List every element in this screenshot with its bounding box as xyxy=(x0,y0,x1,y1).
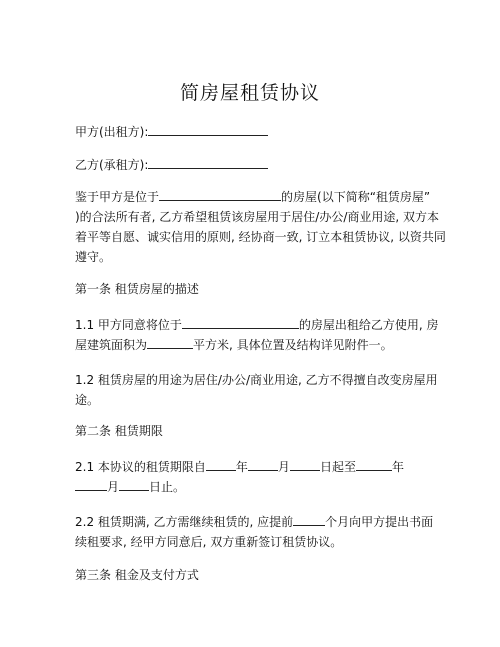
preamble-line-3: 着平等自愿、诚实信用的原则, 经协商一致, 订立本租赁协议, 以资共同 xyxy=(75,230,446,244)
party-b-line xyxy=(75,155,435,175)
article-3-heading: 第三条 租金及支付方式 xyxy=(75,568,199,582)
clause-1-1-line-2 xyxy=(75,335,435,355)
clause-1-1-line-1 xyxy=(75,315,439,335)
clause-text: 的房屋出租给乙方使用, 房 xyxy=(298,318,439,332)
article-2-heading: 第二条 租赁期限 xyxy=(75,424,163,438)
party-b-blank xyxy=(148,155,268,169)
start-month-blank xyxy=(248,457,278,471)
clause-text: 月 xyxy=(107,480,120,494)
clause-2-2-line-1 xyxy=(75,512,435,532)
notice-months-blank xyxy=(293,512,325,526)
clause-text: 屋建筑面积为 xyxy=(75,338,148,352)
end-year-blank xyxy=(356,457,392,471)
preamble-line-4: 遵守。 xyxy=(75,250,112,264)
document-title: 简房屋租赁协议 xyxy=(179,82,320,104)
preamble-text: 鉴于甲方是位于 xyxy=(75,190,160,204)
party-b-label: 乙方(承租方): xyxy=(75,158,149,172)
start-day-blank xyxy=(290,457,320,471)
clause-text: 2.1 本协议的租赁期限自 xyxy=(75,460,206,474)
clause-text: 平方米, 具体位置及结构详见附件一。 xyxy=(193,338,393,352)
preamble-line-2: )的合法所有者, 乙方希望租赁该房屋用于居住/办公/商业用途, 双方本 xyxy=(75,210,440,224)
location-blank xyxy=(182,315,299,329)
preamble-line-1 xyxy=(75,187,435,207)
clause-text: 个月向甲方提出书面 xyxy=(325,515,434,529)
clause-text: 日起至 xyxy=(319,460,356,474)
clause-2-1-line-1 xyxy=(75,457,435,477)
clause-text: 1.1 甲方同意将位于 xyxy=(75,318,182,332)
party-a-line xyxy=(75,122,435,142)
clause-text: 年 xyxy=(235,460,248,474)
clause-text: 2.2 租赁期满, 乙方需继续租赁的, 应提前 xyxy=(75,515,294,529)
clause-text: 年 xyxy=(391,460,404,474)
end-month-blank xyxy=(75,477,107,491)
address-blank xyxy=(159,187,281,201)
area-blank xyxy=(147,335,193,349)
end-day-blank xyxy=(119,477,149,491)
party-a-label: 甲方(出租方): xyxy=(75,125,149,139)
clause-text: 月 xyxy=(277,460,290,474)
clause-text: 日止。 xyxy=(149,480,186,494)
preamble-text: 的房屋(以下简称“租赁房屋” xyxy=(281,190,431,204)
clause-2-1-line-2 xyxy=(75,477,435,497)
start-year-blank xyxy=(206,457,236,471)
clause-2-2-line-2: 续租要求, 经甲方同意后, 双方重新签订租赁协议。 xyxy=(75,535,343,549)
clause-1-2-line-2: 途。 xyxy=(75,393,100,407)
article-1-heading: 第一条 租赁房屋的描述 xyxy=(75,282,199,296)
party-a-blank xyxy=(148,122,268,136)
clause-1-2-line-1: 1.2 租赁房屋的用途为居住/办公/商业用途, 乙方不得擅自改变房屋用 xyxy=(75,373,438,387)
